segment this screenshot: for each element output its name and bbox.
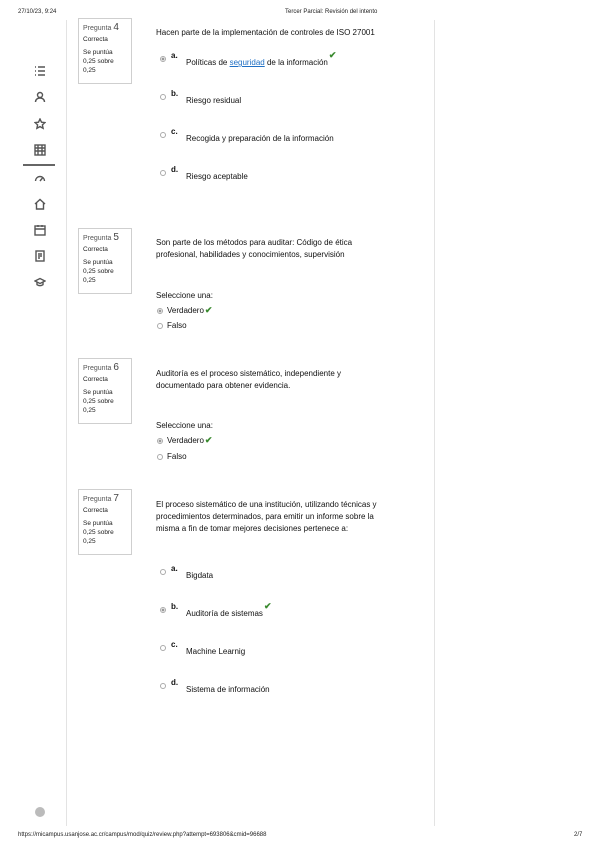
print-url: https://micampus.usanjose.ac.cr/campus/mod/quiz/review.php?attempt=693806&cmid=96688: [18, 832, 267, 838]
option-letter: a.: [171, 564, 178, 573]
choice-falso[interactable]: [157, 321, 187, 330]
home-icon[interactable]: [33, 197, 47, 211]
option-text: Machine Learnig: [186, 647, 246, 656]
question-grade: Se puntúa 0,25 sobre 0,25: [83, 520, 114, 545]
user-badge-icon[interactable]: [33, 90, 47, 104]
choice-label: Verdadero: [167, 436, 204, 445]
choice-label: Verdadero: [167, 306, 204, 315]
check-icon: ✔: [204, 435, 213, 445]
option-letter: c.: [171, 640, 178, 649]
option-text: Recogida y preparación de la información: [186, 134, 334, 143]
question-text: Auditoría es el proceso sistemático, independiente y documentado para obtener evidencia.: [156, 369, 341, 390]
question-status: Correcta: [83, 36, 108, 43]
list-icon[interactable]: [33, 64, 47, 78]
active-indicator: [23, 164, 55, 166]
star-icon[interactable]: [33, 117, 47, 131]
print-title: Tercer Parcial: Revisión del intento: [285, 9, 378, 15]
print-datetime: 27/10/23, 9:24: [18, 9, 57, 15]
check-icon: ✔: [263, 601, 272, 611]
option-text: Riesgo aceptable: [186, 172, 248, 181]
check-icon: ✔: [204, 305, 213, 315]
option-letter: d.: [171, 678, 179, 687]
answer-option-c[interactable]: [160, 127, 334, 143]
choice-falso[interactable]: [157, 452, 187, 461]
answer-option-b[interactable]: [160, 89, 242, 105]
grades-icon[interactable]: [33, 143, 47, 157]
question-status: Correcta: [83, 246, 108, 253]
sidebar-divider: [66, 20, 67, 826]
radio-button[interactable]: [160, 569, 166, 575]
option-text: Auditoría de sistemas: [186, 609, 263, 618]
choice-label: Falso: [167, 452, 187, 461]
radio-button[interactable]: [157, 323, 163, 329]
answer-option-d[interactable]: [160, 678, 270, 694]
question-grade: Se puntúa 0,25 sobre 0,25: [83, 49, 114, 74]
option-letter: b.: [171, 89, 179, 98]
option-text: Riesgo residual: [186, 96, 242, 105]
radio-button[interactable]: [160, 170, 166, 176]
radio-button[interactable]: [157, 454, 163, 460]
question-text: Son parte de los métodos para auditar: Código de ética profesional, habilidades y conocimientos, supervisión: [156, 238, 353, 259]
question-info-4: [78, 18, 132, 84]
answer-option-d[interactable]: [160, 165, 248, 181]
radio-selected[interactable]: [160, 56, 166, 62]
question-info-6: [78, 358, 132, 424]
dashboard-icon[interactable]: [33, 171, 47, 185]
content-divider: [434, 20, 435, 826]
answer-option-c[interactable]: [160, 640, 246, 656]
user-avatar-icon[interactable]: [33, 805, 47, 819]
question-number: Pregunta 7: [83, 493, 119, 504]
question-grade: Se puntúa 0,25 sobre 0,25: [83, 389, 114, 414]
files-icon[interactable]: [33, 249, 47, 263]
question-status: Correcta: [83, 507, 108, 514]
answer-option-b[interactable]: [160, 601, 272, 618]
question-status: Correcta: [83, 376, 108, 383]
option-text: Bigdata: [186, 571, 214, 580]
radio-selected[interactable]: [160, 607, 166, 613]
graduation-cap-icon[interactable]: [33, 275, 47, 289]
choice-verdadero[interactable]: [157, 305, 212, 316]
option-letter: d.: [171, 165, 179, 174]
seguridad-link[interactable]: seguridad: [229, 58, 265, 67]
answer-option-a[interactable]: [160, 50, 337, 67]
option-letter: c.: [171, 127, 178, 136]
question-number: Pregunta 5: [83, 232, 119, 243]
radio-button[interactable]: [160, 132, 166, 138]
radio-selected[interactable]: [157, 438, 163, 444]
question-info-7: [78, 489, 132, 555]
choice-verdadero[interactable]: [157, 435, 212, 446]
radio-button[interactable]: [160, 94, 166, 100]
question-text: Hacen parte de la implementación de controles de ISO 27001: [156, 28, 375, 37]
radio-selected[interactable]: [157, 308, 163, 314]
print-page-number: 2/7: [574, 832, 583, 838]
question-grade: Se puntúa 0,25 sobre 0,25: [83, 259, 114, 284]
question-number: Pregunta 6: [83, 362, 119, 373]
question-info-5: [78, 228, 132, 294]
radio-button[interactable]: [160, 645, 166, 651]
select-prompt: Seleccione una:: [156, 421, 213, 430]
question-text: El proceso sistemático de una institución, utilizando técnicas y procedimientos determinados, para emitir un informe sobre la misma a fin de tomar mejores decisiones pertenece a:: [156, 500, 377, 533]
option-letter: a.: [171, 51, 178, 60]
option-letter: b.: [171, 602, 179, 611]
calendar-icon[interactable]: [33, 223, 47, 237]
option-text: Sistema de información: [186, 685, 270, 694]
select-prompt: Seleccione una:: [156, 291, 213, 300]
check-icon: ✔: [328, 50, 337, 60]
question-number: Pregunta 4: [83, 22, 119, 33]
option-text: Políticas de seguridad de la información: [186, 58, 328, 67]
radio-button[interactable]: [160, 683, 166, 689]
choice-label: Falso: [167, 321, 187, 330]
answer-option-a[interactable]: [160, 564, 214, 580]
